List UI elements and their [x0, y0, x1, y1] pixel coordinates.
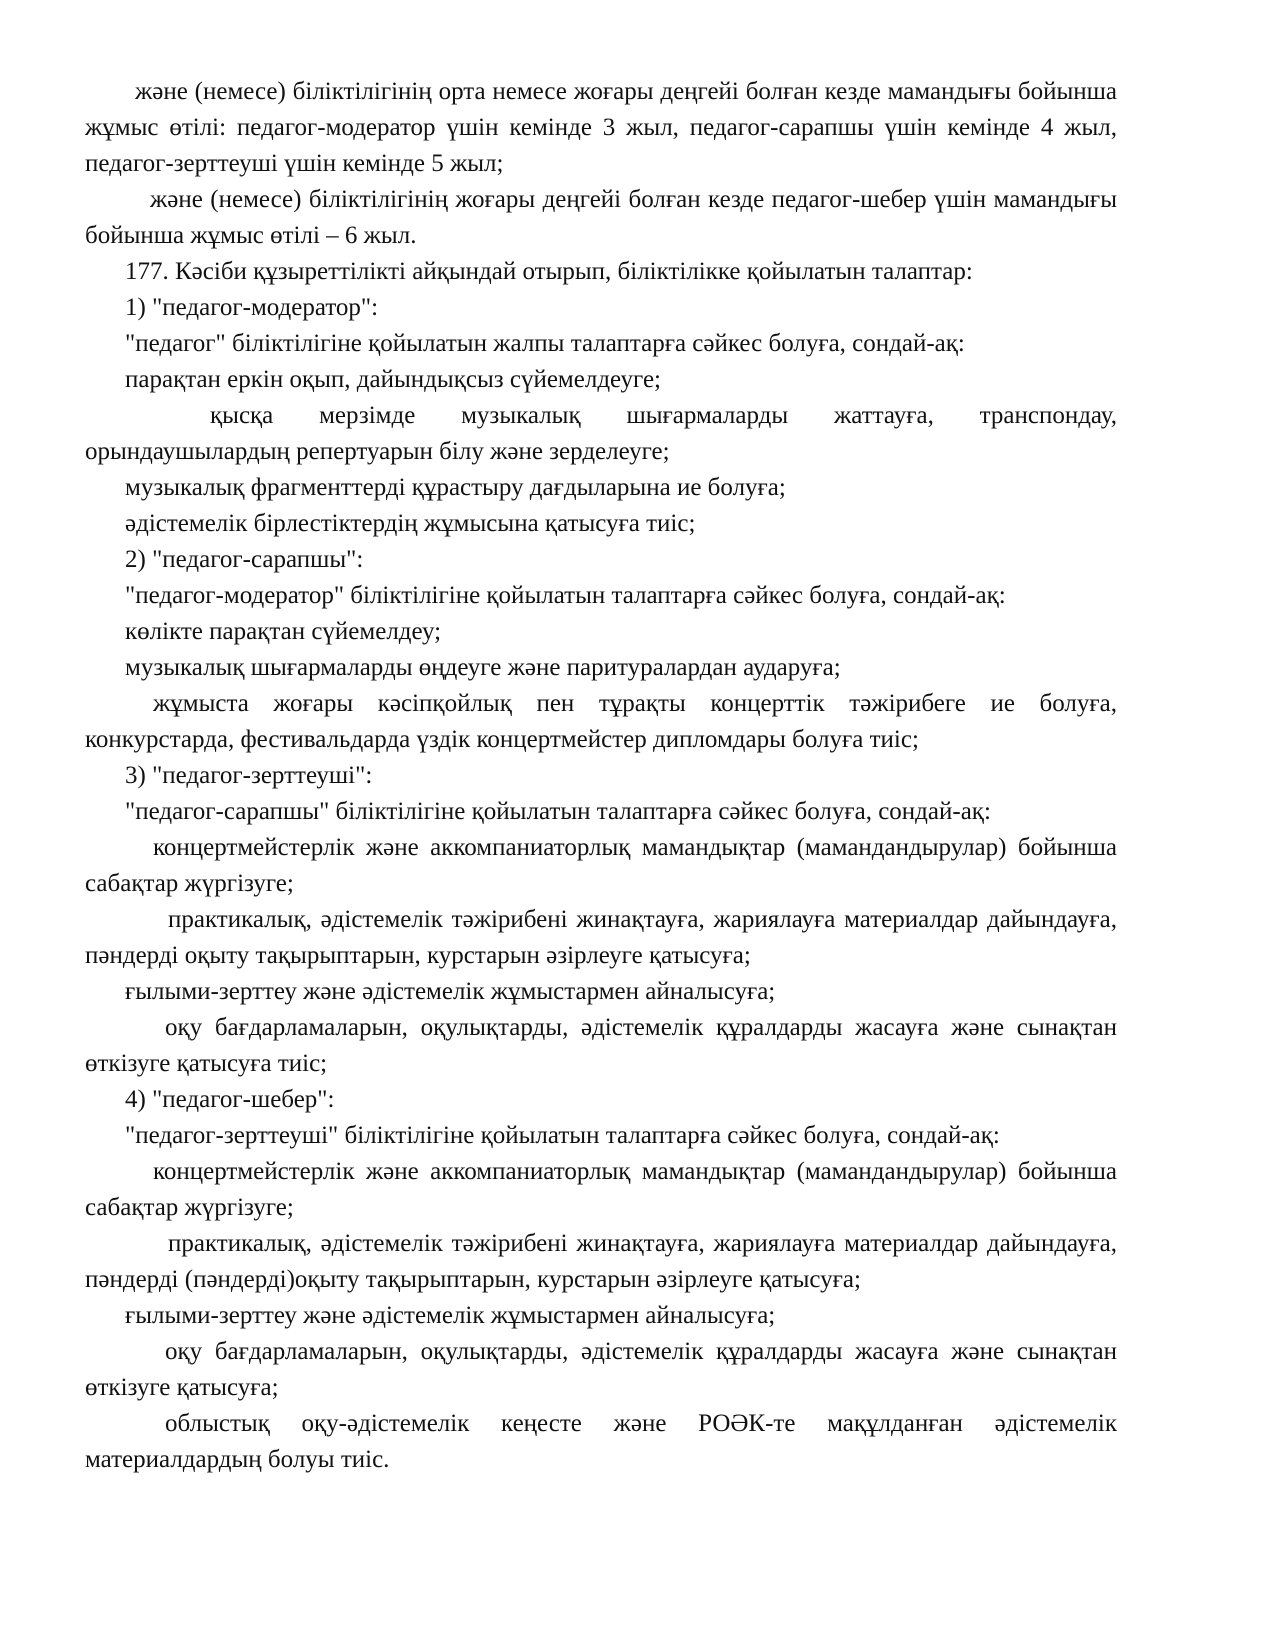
paragraph-researcher-item: оқу бағдарламаларын, оқулықтарды, әдістемелік құралдарды жасауға және сынақтан өткізуге қатысуға тиіс;	[85, 1014, 1117, 1077]
paragraph-master-item: облыстық оқу-әдістемелік кеңесте және РОӘК-те мақұлданған әдістемелік материалдардың болуы тиіс.	[85, 1410, 1117, 1473]
paragraph-moderator-item: парақтан еркін оқып, дайындықсыз сүйемелдеуге;	[125, 366, 661, 393]
paragraph-expert-intro: "педагог-модератор" біліктілігіне қойылатын талаптарға сәйкес болуға, сондай-ақ:	[125, 582, 1006, 609]
document-page	[85, 74, 1117, 1478]
paragraph-master-intro: "педагог-зерттеуші" біліктілігіне қойылатын талаптарға сәйкес болуға, сондай-ақ:	[125, 1122, 1000, 1149]
paragraph-work-experience-levels: және (немесе) біліктілігінің орта немесе жоғары деңгейі болған кезде мамандығы бойынша жұмыс өтілі: педагог-модератор үшін кемінде 3 жыл, педагог-сарапшы үшін кемінде 4 жыл, педагог-зерттеуші үшін кемінде 5 жыл;	[85, 78, 1117, 177]
paragraph-moderator-item: әдістемелік бірлестіктердің жұмысына қатысуға тиіс;	[125, 510, 696, 537]
paragraph-section-177-heading: 177. Кәсіби құзыреттілікті айқындай отырып, біліктілікке қойылатын талаптар:	[125, 258, 973, 285]
paragraph-researcher-item: ғылыми-зерттеу және әдістемелік жұмыстармен айналысуға;	[125, 978, 776, 1005]
paragraph-moderator-intro: "педагог" біліктілігіне қойылатын жалпы талаптарға сәйкес болуға, сондай-ақ:	[125, 330, 965, 357]
paragraph-researcher-intro: "педагог-сарапшы" біліктілігіне қойылатын талаптарға сәйкес болуға, сондай-ақ:	[125, 798, 991, 825]
paragraph-master-item: ғылыми-зерттеу және әдістемелік жұмыстармен айналысуға;	[125, 1302, 776, 1329]
list-heading-expert: 2) "педагог-сарапшы":	[125, 546, 364, 573]
paragraph-expert-item: көлікте парақтан сүйемелдеу;	[125, 618, 442, 645]
list-heading-moderator: 1) "педагог-модератор":	[125, 294, 379, 321]
list-heading-researcher: 3) "педагог-зерттеуші":	[125, 762, 373, 789]
paragraph-moderator-item: музыкалық фрагменттерді құрастыру дағдыларына ие болуға;	[125, 474, 786, 501]
paragraph-master-item: практикалық, әдістемелік тәжірибені жинақтауға, жариялауға материалдар дайындауға, пәндерді (пәндерді)оқыту тақырыптарын, курстарын әзірлеуге қатысуға;	[85, 1230, 1117, 1293]
paragraph-moderator-item: қысқа мерзімде музыкалық шығармаларды жаттауға, транспондау, орындаушылардың репертуарын білу және зерделеуге;	[85, 402, 1117, 465]
list-heading-master: 4) "педагог-шебер":	[125, 1086, 335, 1113]
paragraph-expert-item: музыкалық шығармаларды өңдеуге және паритуралардан аударуға;	[125, 654, 841, 681]
paragraph-master-item: оқу бағдарламаларын, оқулықтарды, әдістемелік құралдарды жасауға және сынақтан өткізуге қатысуға;	[85, 1338, 1117, 1401]
paragraph-work-experience-master: және (немесе) біліктілігінің жоғары деңгейі болған кезде педагог-шебер үшін мамандығы бойынша жұмыс өтілі – 6 жыл.	[85, 186, 1117, 249]
paragraph-master-item: концертмейстерлік және аккомпаниаторлық мамандықтар (мамандандырулар) бойынша сабақтар жүргізуге;	[85, 1158, 1117, 1221]
paragraph-researcher-item: концертмейстерлік және аккомпаниаторлық мамандықтар (мамандандырулар) бойынша сабақтар жүргізуге;	[85, 834, 1117, 897]
paragraph-expert-item: жұмыста жоғары кәсіпқойлық пен тұрақты концерттік тәжірибеге ие болуға, конкурстарда, фестивальдарда үздік концертмейстер дипломдары болуға тиіс;	[85, 690, 1117, 753]
paragraph-researcher-item: практикалық, әдістемелік тәжірибені жинақтауға, жариялауға материалдар дайындауға, пәндерді оқыту тақырыптарын, курстарын әзірлеуге қатысуға;	[85, 906, 1117, 969]
